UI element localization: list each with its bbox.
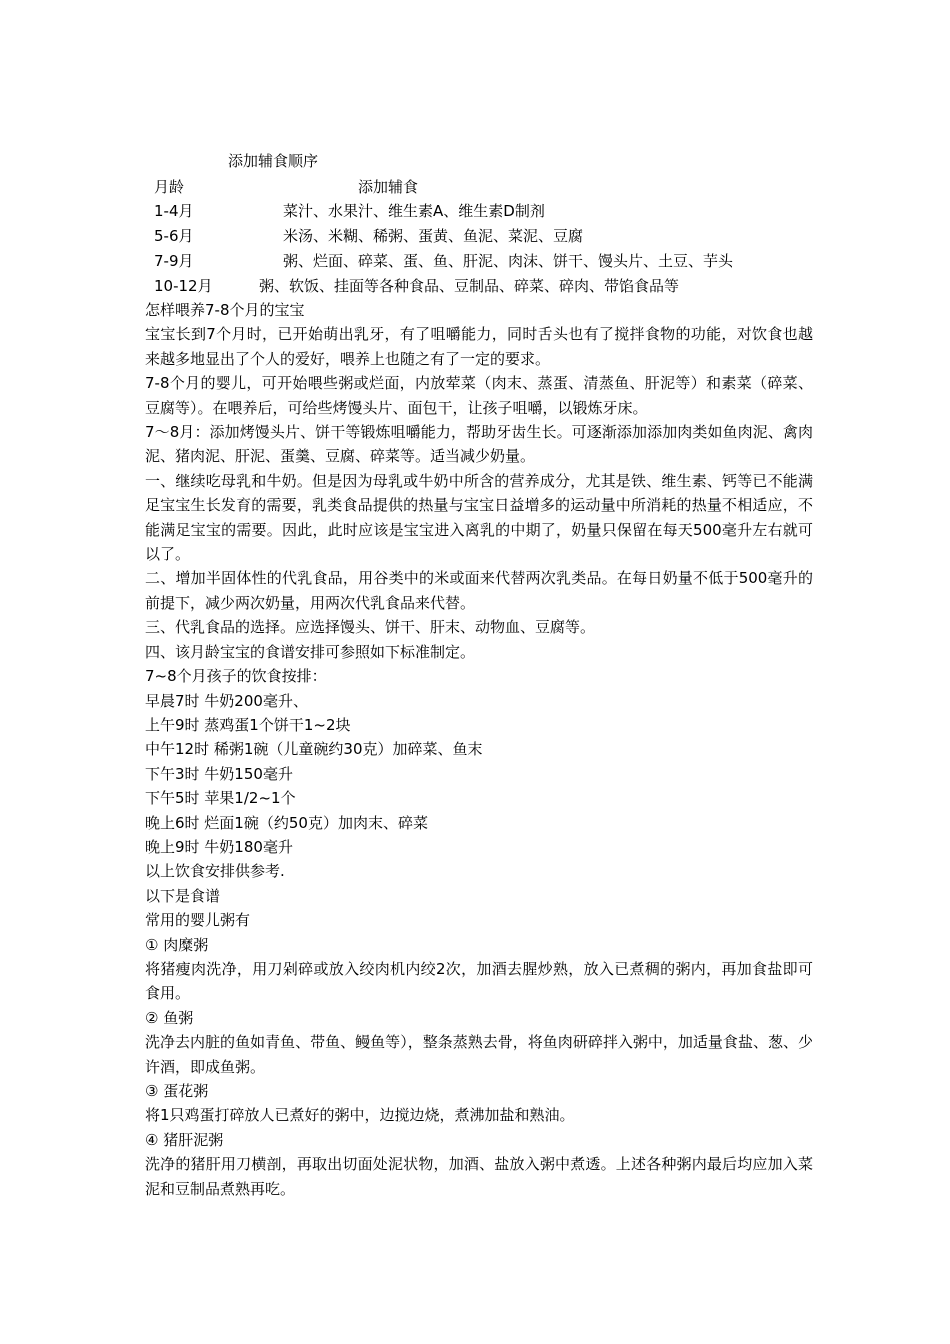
paragraph: 四、该月龄宝宝的食谱安排可参照如下标准制定。 <box>145 642 476 661</box>
recipe-text: 洗净的猪肝用刀横剖，再取出切面处泥状物，加酒、盐放入粥中煮透。上述各种粥内最后均应加入菜泥和豆制品煮熟再吃。 <box>145 1155 813 1198</box>
schedule-item: 上午9时 蒸鸡蛋1个饼干1~2块 <box>145 715 351 734</box>
paragraph: 以下是食谱 <box>145 886 221 905</box>
recipe-text: 将猪瘦肉洗净，用刀剁碎或放入绞肉机内绞2次，加酒去腥炒熟，放入已煮稠的粥内，再加食盐即可食用。 <box>145 959 813 1003</box>
paragraph: 一、继续吃母乳和牛奶。但是因为母乳或牛奶中所含的营养成分，尤其是铁、维生素、钙等已不能满足宝宝生长发育的需要，乳类食品提供的热量与宝宝日益增多的运动量中所消耗的热量不相适应，不能满足宝宝的需要。因此，此时应该是宝宝进入离乳的中期了，奶量只保留在每天500毫升左右就可以了。 <box>145 471 813 564</box>
recipe-text: 洗净去内脏的鱼如青鱼、带鱼、鳗鱼等），整条蒸熟去骨，将鱼肉研碎拌入粥中，加适量食盐、葱、少许酒，即成鱼粥。 <box>145 1033 813 1076</box>
table-row <box>0 249 950 274</box>
schedule-item: 下午3时 牛奶150毫升 <box>145 764 293 783</box>
row-age: 5-6月 <box>154 227 194 245</box>
paragraph: 三、代乳食品的选择。应选择馒头、饼干、肝末、动物血、豆腐等。 <box>145 618 596 637</box>
row-food: 米汤、米糊、稀粥、蛋黄、鱼泥、菜泥、豆腐 <box>283 227 584 245</box>
article-body <box>145 298 813 1201</box>
header-age: 月龄 <box>154 178 185 196</box>
schedule-item: 中午12时 稀粥1碗（儿童碗约30克）加碎菜、鱼末 <box>145 740 483 759</box>
schedule-item: 下午5时 苹果1/2~1个 <box>145 789 296 808</box>
row-food: 粥、软饭、挂面等各种食品、豆制品、碎菜、碎肉、带馅食品等 <box>259 277 680 295</box>
header-food: 添加辅食 <box>358 178 419 196</box>
schedule-item: 晚上9时 牛奶180毫升 <box>145 837 293 856</box>
table-header-row <box>0 175 950 200</box>
row-age: 1-4月 <box>154 202 194 220</box>
table-row <box>0 274 950 299</box>
paragraph: 以上饮食安排供参考. <box>145 862 285 881</box>
recipe-text: 将1只鸡蛋打碎放人已煮好的粥中，边搅边烧，煮沸加盐和熟油。 <box>145 1106 575 1125</box>
paragraph: 常用的婴儿粥有 <box>145 911 251 930</box>
article-heading: 怎样喂养7-8个月的宝宝 <box>145 301 305 319</box>
schedule-item: 早晨7时 牛奶200毫升、 <box>145 691 308 710</box>
schedule-heading: 7~8个月孩子的饮食按排： <box>145 667 327 686</box>
row-age: 7-9月 <box>154 252 194 270</box>
table-row <box>0 199 950 224</box>
recipe-title: ② 鱼粥 <box>145 1008 194 1027</box>
row-food: 粥、烂面、碎菜、蛋、鱼、肝泥、肉沫、饼干、馒头片、土豆、芋头 <box>283 252 734 270</box>
table-title: 添加辅食顺序 <box>228 152 319 170</box>
row-age: 10-12月 <box>154 277 213 295</box>
paragraph: 二、增加半固体性的代乳食品，用谷类中的米或面来代替两次乳类品。在每日奶量不低于500毫升的前提下，减少两次奶量，用两次代乳食品来代替。 <box>145 569 813 612</box>
recipe-title: ④ 猪肝泥粥 <box>145 1130 224 1149</box>
paragraph: 宝宝长到7个月时，已开始萌出乳牙，有了咀嚼能力，同时舌头也有了搅拌食物的功能，对饮食也越来越多地显出了个人的爱好，喂养上也随之有了一定的要求。 <box>145 325 813 368</box>
table-row <box>0 224 950 249</box>
schedule-item: 晚上6时 烂面1碗（约50克）加肉末、碎菜 <box>145 813 428 832</box>
paragraph: 7-8个月的婴儿，可开始喂些粥或烂面，内放荤菜（肉末、蒸蛋、清蒸鱼、肝泥等）和素菜（碎菜、豆腐等）。在喂养后，可给些烤馒头片、面包干，让孩子咀嚼，以锻炼牙床。 <box>145 374 813 417</box>
recipe-title: ① 肉糜粥 <box>145 935 209 954</box>
paragraph: 7～8月：添加烤馒头片、饼干等锻炼咀嚼能力，帮助牙齿生长。可逐渐添加添加肉类如鱼肉泥、禽肉泥、猪肉泥、肝泥、蛋羹、豆腐、碎菜等。适当减少奶量。 <box>145 423 813 466</box>
row-food: 菜汁、水果汁、维生素A、维生素D制剂 <box>283 202 545 220</box>
recipe-title: ③ 蛋花粥 <box>145 1082 209 1100</box>
